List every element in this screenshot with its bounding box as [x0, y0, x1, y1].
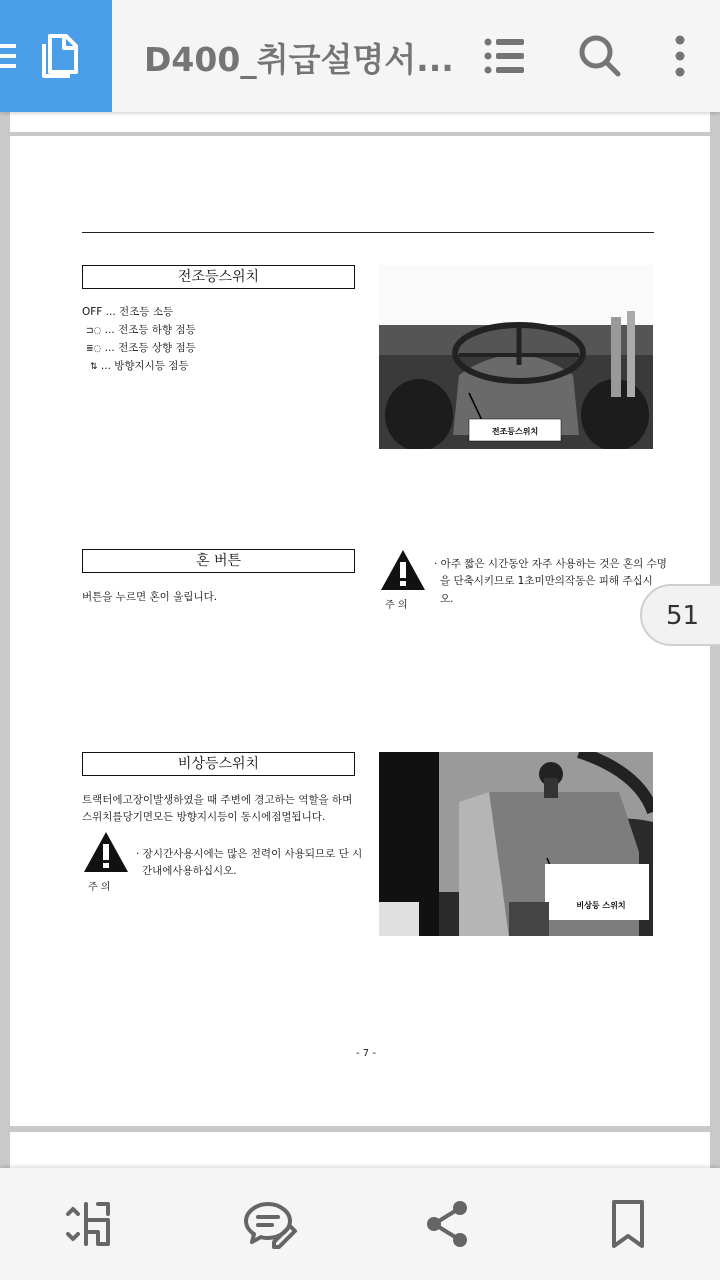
previous-page-edge	[10, 112, 710, 132]
document-title: D400_취급설명서...	[144, 40, 454, 79]
low-beam-icon: ⊐◌	[86, 326, 102, 336]
pages-button[interactable]	[0, 0, 112, 112]
horn-body-text: 버튼을 누르면 혼이 울립니다.	[82, 591, 218, 603]
bookmark-icon[interactable]	[600, 1196, 656, 1252]
photo-label-headlight: 전조등스위치	[491, 427, 539, 436]
page-number-badge[interactable]: 51	[640, 584, 720, 646]
headlight-line-high: ≣◌ ... 전조등 상향 점등	[86, 342, 196, 354]
caution-label: 주 의	[88, 882, 111, 893]
header-rule	[82, 232, 654, 233]
photo-label-hazard: 비상등 스위치	[576, 901, 626, 910]
horn-caution-line-1: · 아주 짧은 시간동안 자주 사용하는 것은 혼의 수명	[434, 558, 667, 570]
warning-icon	[82, 830, 130, 874]
headlight-line-low: ⊐◌ ... 전조등 하향 점등	[86, 324, 196, 336]
pages-icon	[0, 0, 112, 112]
next-page-edge	[10, 1132, 710, 1172]
hazard-caution-line-2: 간내에사용하십시오.	[142, 865, 237, 877]
more-vert-icon[interactable]	[652, 28, 708, 84]
horn-caution-line-3: 오.	[440, 593, 454, 605]
section-title-hazard: 비상등스위치	[82, 752, 355, 776]
photo-hazard-switch	[379, 752, 653, 936]
hazard-body-line-1: 트랙터에고장이발생하였을 때 주변에 경고하는 역할을 하며	[82, 794, 353, 806]
search-icon[interactable]	[572, 28, 628, 84]
headlight-line-off: OFF ... 전조등 소등	[82, 306, 174, 318]
warning-icon	[379, 548, 427, 592]
caution-label: 주 의	[385, 600, 408, 611]
bottom-action-bar	[0, 1168, 720, 1280]
document-page[interactable]	[10, 136, 710, 1126]
turn-signal-icon: ⇅	[90, 362, 98, 372]
scroll-mode-icon[interactable]	[62, 1196, 118, 1252]
top-app-bar	[0, 0, 720, 112]
comment-icon[interactable]	[242, 1196, 298, 1252]
list-icon[interactable]	[476, 28, 532, 84]
photo-headlight-switch	[379, 265, 653, 449]
headlight-line-turn: ⇅ ... 방향지시등 점등	[90, 360, 189, 372]
hazard-body-line-2: 스위치를당기면모든 방향지시등이 동시에점멸됩니다.	[82, 811, 326, 823]
section-title-headlight: 전조등스위치	[82, 265, 355, 289]
share-icon[interactable]	[420, 1196, 476, 1252]
horn-caution-line-2: 을 단축시키므로 1초미만의작동은 피해 주십시	[440, 575, 653, 587]
caution-block-horn	[379, 548, 431, 611]
hazard-caution-line-1: · 장시간사용시에는 많은 전력이 사용되므로 단 시	[136, 848, 363, 860]
page-footer-number: - 7 -	[356, 1048, 376, 1059]
caution-block-hazard	[82, 830, 134, 893]
high-beam-icon: ≣◌	[86, 344, 102, 354]
section-title-horn: 혼 버튼	[82, 549, 355, 573]
